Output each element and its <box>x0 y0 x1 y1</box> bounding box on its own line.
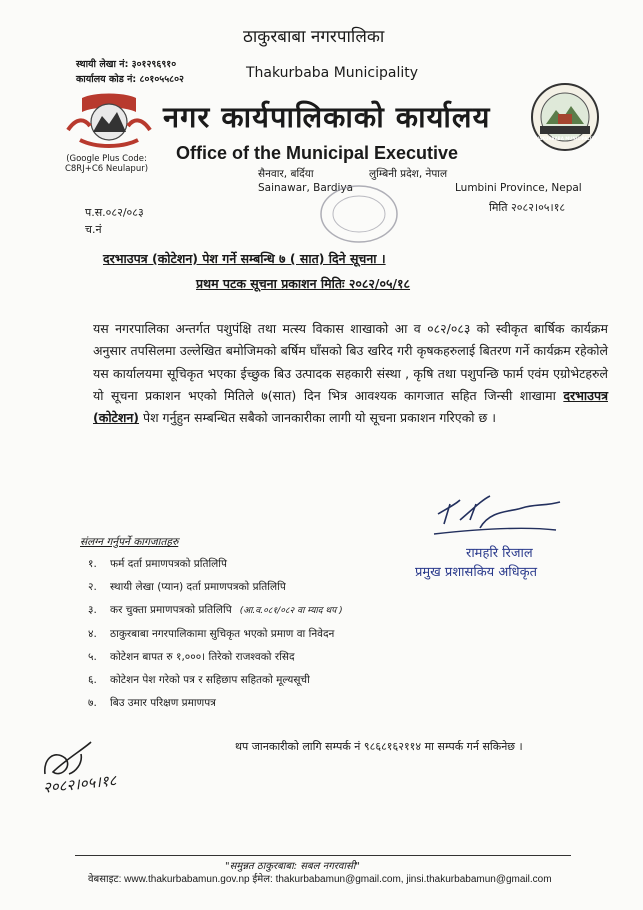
notice-body-part1: यस नगरपालिका अन्तर्गत पशुपंक्षि तथा मत्स्य विकास शाखाको आ व ०८२/०८३ को स्वीकृत बार्षिक कार्यक्रम अनुसार तपसिलमा उल्लेखित बमोजिमको बर्षिम घाँसको बिउ खरिद गरी कृषकहरुलाई बितरण गर्ने कार्यक्रम रहेकोले यस कार्यालयमा सूचिकृत भएका ईच्छुक बिउ उत्पादक सहकारी संस्था , कृषि तथा पशुपन्छि फार्म एवंम एग्रोभेटहरुले यो सूचना प्रकाशन भएको मितिले ७(सात) दिन भित्र आवश्यक कागजात सहित जिन्सी शाखामा <box>93 321 608 403</box>
footer-slogan: "समुन्नत ठाकुरबाबा: सबल नगरवासी" <box>225 861 361 872</box>
attachment-item <box>88 576 343 599</box>
attachments-list <box>88 553 343 715</box>
office-code: कार्यालय कोड नं: ८०१०५५८०२ <box>76 74 184 85</box>
attachment-number: १. <box>88 558 97 570</box>
attachment-number: ५. <box>88 650 97 663</box>
attachment-text: ठाकुरबाबा नगरपालिकामा सुचिकृत भएको प्रमाण वा निवेदन <box>110 627 335 640</box>
notice-date: मिति २०८२।०५।१८ <box>489 201 566 214</box>
attachment-text: बिउ उमार परिक्षण प्रमाणपत्र <box>110 697 216 710</box>
address-nepali-province: लुम्बिनी प्रदेश, नेपाल <box>369 168 448 180</box>
attachment-item <box>88 692 343 715</box>
address-english-district: Sainawar, Bardiya <box>258 182 354 194</box>
attachment-number: ७. <box>88 697 97 710</box>
attachment-number: ६. <box>88 673 97 686</box>
google-plus-code <box>59 154 154 174</box>
google-plus-code-value: C8RJ+C6 Neulapur) <box>64 164 149 174</box>
notice-body-underlined: दरभाउपत्र (कोटेशन) <box>93 387 608 426</box>
notice-body-part2: पेश गर्नुहुन सम्बन्धित सबैको जानकारीका लागी यो सूचना प्रकाशन गरिएको छ । <box>139 410 496 426</box>
attachment-note: (आ.व.०८१/०८२ वा म्याद थप ) <box>239 606 343 617</box>
attachment-number: ४. <box>88 627 97 640</box>
footer-website: वेबसाइट: www.thakurbabamun.gov.np ईमेल: thakurbabamun@gmail.com, jinsi.thakurbabamun@gmail.com <box>88 874 552 885</box>
municipality-logo-icon <box>530 82 600 152</box>
attachment-item <box>88 553 343 576</box>
office-title-english: Office of the Municipal Executive <box>176 143 459 163</box>
attachment-text: कोटेशन बापत रु १,०००। तिरेको राजश्वको रसिद <box>110 650 295 663</box>
address-nepali-district: सैनवार, बर्दिया <box>258 168 314 180</box>
address-english-province: Lumbini Province, Nepal <box>455 182 582 194</box>
permanent-account-number: स्थायी लेखा नं: ३०१२९६९१० <box>76 59 177 70</box>
notice-title: दरभाउपत्र (कोटेशन) पेश गर्ने सम्बन्धि ७ ( सात) दिने सूचना । <box>103 251 386 266</box>
logo-text: THAKURBABA MUNICIPALITY <box>532 136 598 141</box>
signatory-name: रामहरि रिजाल <box>466 546 533 561</box>
attachment-item <box>88 623 343 646</box>
attachment-item <box>88 669 343 692</box>
letter-number: प.स.०८२/०८३ <box>85 206 144 219</box>
dispatch-number: च.नं <box>85 223 102 236</box>
government-emblem-icon <box>62 90 157 152</box>
first-publication-date: प्रथम पटक सूचना प्रकाशन मितिः २०८२/०५/१८ <box>196 276 411 291</box>
handwritten-date: २०८२।०५।१८ <box>42 771 118 797</box>
notice-body <box>93 318 608 429</box>
attachment-number: २. <box>88 581 97 594</box>
signatory-title: प्रमुख प्रशासकिय अधिकृत <box>415 565 538 580</box>
footer-divider <box>75 855 571 856</box>
attachment-item <box>88 599 343 622</box>
attachment-text: कर चुक्ता प्रमाणपत्रको प्रतिलिपि <box>110 604 232 617</box>
google-plus-code-label: (Google Plus Code: <box>66 154 147 164</box>
attachments-heading: संलग्न गर्नुपर्ने कागजातहरु <box>80 536 179 548</box>
municipality-name-english: Thakurbaba Municipality <box>246 65 419 81</box>
signature-icon <box>430 490 565 540</box>
attachment-text: फर्म दर्ता प्रमाणपत्रको प्रतिलिपि <box>110 558 227 570</box>
contact-line: थप जानकारीको लागि सम्पर्क नं ९८६८१६२११४ मा सम्पर्क गर्न सकिनेछ । <box>235 740 523 753</box>
office-title-nepali: नगर कार्यपालिकाको कार्यालय <box>163 100 491 134</box>
attachment-text: स्थायी लेखा (प्यान) दर्ता प्रमाणपत्रको प्रतिलिपि <box>110 581 286 594</box>
attachment-text: कोटेशन पेश गरेको पत्र र सहिछाप सहितको मूल्यसूची <box>110 673 310 686</box>
office-stamp-icon <box>318 183 400 245</box>
municipality-name-nepali: ठाकुरबाबा नगरपालिका <box>243 27 385 47</box>
attachment-item <box>88 646 343 669</box>
attachment-number: ३. <box>88 604 97 617</box>
